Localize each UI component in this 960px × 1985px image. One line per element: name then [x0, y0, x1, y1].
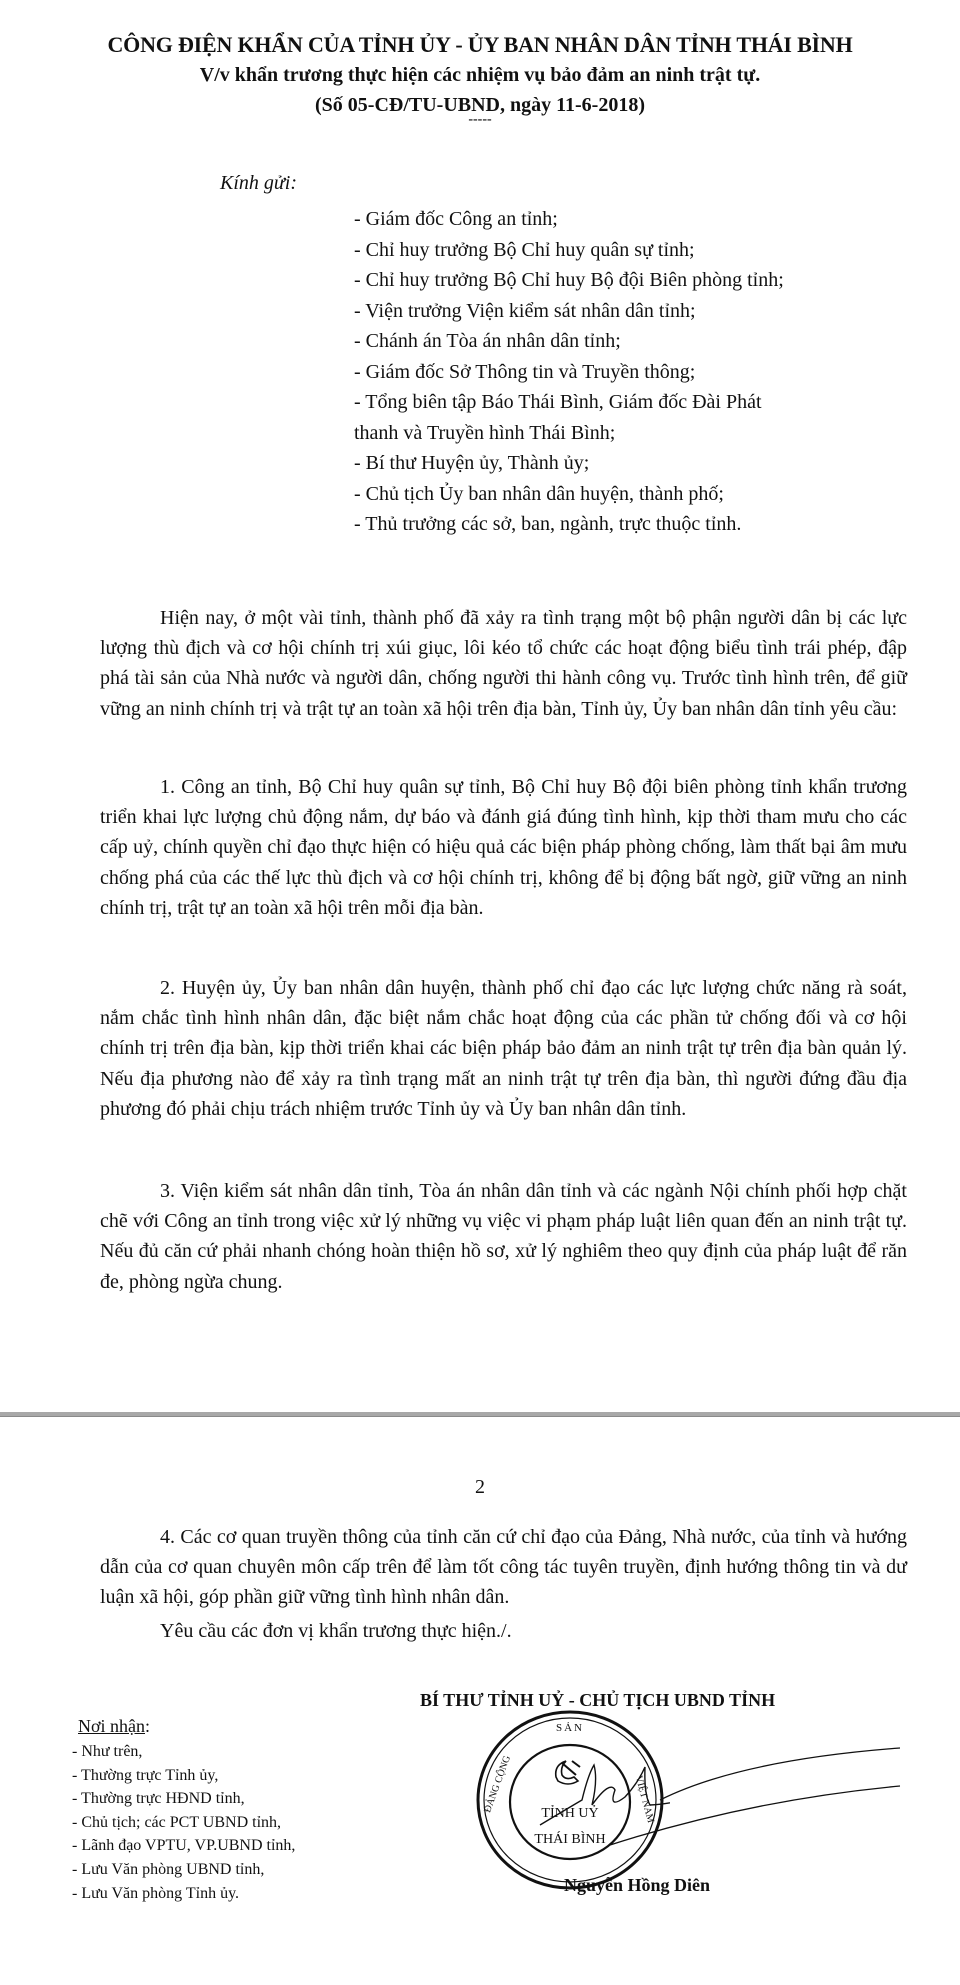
document-number: (Số 05-CĐ/TU-UBND, ngày 11-6-2018) — [315, 94, 645, 116]
addressee-item: - Bí thư Huyện ủy, Thành ủy; — [354, 452, 590, 474]
addressee-item: - Chỉ huy trưởng Bộ Chỉ huy Bộ đội Biên phòng tỉnh; — [354, 269, 784, 291]
recipient-item: - Lưu Văn phòng Tỉnh ủy. — [72, 1884, 240, 1902]
directive-4: 4. Các cơ quan truyền thông của tỉnh căn cứ chỉ đạo của Đảng, Nhà nước, của tỉnh và hướng dẫn của cơ quan chuyên môn cấp trên để làm tốt công tác tuyên truyền, định hướng thông tin và dư luận xã hội, góp phần giữ vững tình hình nhân dân. — [100, 1526, 907, 1609]
addressee-item: - Viện trưởng Viện kiểm sát nhân dân tỉnh; — [354, 299, 696, 322]
recipient-item: - Thường trực Tỉnh ủy, — [72, 1766, 219, 1784]
recipient-item: - Lãnh đạo VPTU, VP.UBND tỉnh, — [72, 1837, 296, 1855]
recipient-item: - Chủ tịch; các PCT UBND tỉnh, — [72, 1813, 282, 1831]
intro-paragraph: Hiện nay, ở một vài tỉnh, thành phố đã xảy ra tình trạng một bộ phận người dân bị các lực lượng thù địch và cơ hội chính trị xúi giục, lôi kéo tổ chức các hoạt động biểu tình trái phép, đập phá tài sản của Nhà nước và người dân, chống người thi hành công vụ. Trước tình hình trên, để giữ vững an ninh chính trị và trật tự an toàn xã hội trên địa bàn, Tỉnh ủy, Ủy ban nhân dân tỉnh yêu cầu: — [100, 607, 907, 720]
signatory-name: Nguyễn Hồng Diên — [564, 1875, 711, 1895]
document-title: CÔNG ĐIỆN KHẨN CỦA TỈNH ỦY - ỦY BAN NHÂN DÂN TỈNH THÁI BÌNH — [107, 32, 853, 57]
addressees-label: Kính gửi: — [220, 172, 298, 194]
recipients-list — [72, 1740, 295, 1905]
closing-request: Yêu cầu các đơn vị khẩn trương thực hiện./. — [160, 1620, 512, 1642]
seal-text-top: SẢN — [555, 1722, 585, 1734]
signatory-title: BÍ THƯ TỈNH UỶ - CHỦ TỊCH UBND TỈNH — [420, 1690, 776, 1710]
page-separator — [0, 1412, 960, 1417]
addressee-item: - Chỉ huy trưởng Bộ Chỉ huy quân sự tỉnh; — [354, 238, 695, 261]
recipient-item: - Thường trực HĐND tỉnh, — [72, 1790, 245, 1808]
directive-1: 1. Công an tỉnh, Bộ Chỉ huy quân sự tỉnh, Bộ Chỉ huy Bộ đội biên phòng tỉnh khẩn trương triển khai lực lượng chủ động nắm, dự báo và đánh giá đúng tình hình, kịp thời tham mưu cho các cấp uỷ, chính quyền chỉ đạo thực hiện có hiệu quả các biện pháp phòng chống, làm thất bại âm mưu chống phá của các thế lực thù địch và cơ hội chính trị, không để bị động bất ngờ, giữ vững an ninh chính trị, trật tự an toàn xã hội trên mỗi địa bàn. — [100, 776, 907, 919]
addressee-item: - Tổng biên tập Báo Thái Bình, Giám đốc Đài Phát — [354, 391, 762, 413]
recipient-item: - Lưu Văn phòng UBND tỉnh, — [72, 1860, 265, 1878]
seal-text-right: VIỆT NAM — [632, 1774, 656, 1825]
addressee-item: - Giám đốc Sở Thông tin và Truyền thông; — [354, 360, 696, 383]
document-subject: V/v khẩn trương thực hiện các nhiệm vụ bảo đảm an ninh trật tự. — [199, 64, 761, 86]
signature-flourish — [600, 1740, 910, 1850]
directive-2: 2. Huyện ủy, Ủy ban nhân dân huyện, thành phố chỉ đạo các lực lượng chức năng rà soát, nắm chắc tình hình nhân dân, đặc biệt nắm chắc hoạt động của các phần tử chống đối và cơ hội chính trị trên địa bàn, kịp thời triển khai các biện pháp bảo đảm an ninh trật tự trên địa bàn quản lý. Nếu địa phương nào để xảy ra tình trạng mất an ninh trật tự trên địa bàn, thì người đứng đầu địa phương đó phải chịu trách nhiệm trước Tỉnh ủy và Ủy ban nhân dân tỉnh. — [100, 977, 907, 1120]
directive-3: 3. Viện kiểm sát nhân dân tỉnh, Tòa án nhân dân tỉnh và các ngành Nội chính phối hợp chặt chẽ với Công an tỉnh trong việc xử lý những vụ việc vi phạm pháp luật liên quan đến an ninh trật tự. Nếu đủ căn cứ phải nhanh chóng hoàn thiện hồ sơ, xử lý nghiêm theo quy định của pháp luật để răn đe, phòng ngừa chung. — [100, 1180, 907, 1293]
page-2 — [0, 1420, 960, 1985]
addressee-item: - Chánh án Tòa án nhân dân tỉnh; — [354, 330, 621, 352]
seal-text-left: ĐẢNG CỘNG — [482, 1754, 514, 1815]
recipients-title-text: Nơi nhận — [78, 1716, 146, 1736]
addressees-list — [354, 204, 874, 540]
seal-text-center-2: THÁI BÌNH — [534, 1832, 606, 1847]
recipients-title-colon: : — [145, 1716, 151, 1736]
addressee-item-continued: thanh và Truyền hình Thái Bình; — [354, 421, 616, 444]
recipient-item: - Như trên, — [72, 1743, 143, 1760]
seal-text-center-1: TỈNH UỶ — [541, 1806, 599, 1821]
hammer-sickle-icon — [556, 1761, 580, 1784]
header-divider: ----- — [468, 112, 492, 127]
addressee-item: - Giám đốc Công an tỉnh; — [354, 208, 558, 230]
addressee-item: - Thủ trưởng các sở, ban, ngành, trực thuộc tỉnh. — [354, 513, 742, 535]
recipients-title — [78, 1716, 150, 1737]
page-number: 2 — [475, 1476, 485, 1498]
addressee-item: - Chủ tịch Ủy ban nhân dân huyện, thành phố; — [354, 482, 724, 505]
